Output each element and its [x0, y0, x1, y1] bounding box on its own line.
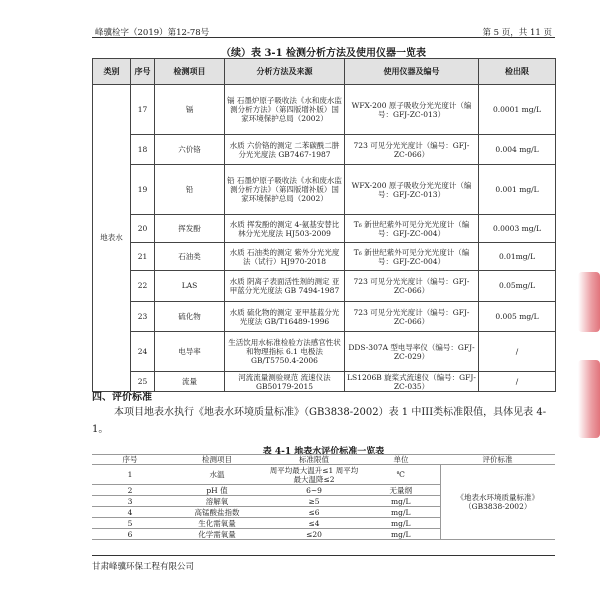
row-limit: ≤6 [266, 507, 362, 518]
table-row [93, 85, 556, 135]
col-item: 检测项目 [168, 455, 266, 465]
row-instrument: WFX-200 原子吸收分光光度计（编号：GFJ-ZC-013） [345, 165, 479, 215]
col-standard: 评价标准 [440, 455, 555, 465]
row-no: 1 [92, 465, 168, 485]
col-instrument: 使用仪器及编号 [345, 59, 479, 85]
row-method: 水质 六价铬的测定 二苯碳酰二肼分光光度法 GB7467-1987 [225, 135, 345, 165]
row-method: 镉 石墨炉原子吸收法《水和废水监测分析方法》（第四版增补版）国家环境保护总局（2002） [225, 85, 345, 135]
company-footer: 甘肃峰骥环保工程有限公司 [92, 562, 195, 572]
row-no: 6 [92, 529, 168, 540]
row-item: 硫化物 [155, 302, 225, 332]
row-limit: 6~9 [266, 485, 362, 496]
table2-title: 表 4-1 地表水评价标准一览表 [262, 447, 385, 457]
row-method: 水质 挥发酚的测定 4-氨基安替比林分光光度法 HJ503-2009 [225, 215, 345, 243]
row-no: 17 [131, 85, 155, 135]
row-no: 19 [131, 165, 155, 215]
row-limit: 0.0003 mg/L [479, 215, 556, 243]
table2-header-row [92, 455, 555, 465]
row-method: 生活饮用水标准检验方法感官性状和物理指标 6.1 电极法 GB/T5750.4-2006 [225, 332, 345, 372]
header-rule [92, 37, 555, 38]
row-no: 21 [131, 243, 155, 271]
row-instrument: T₆ 新世纪紫外可见分光光度计（编号：GFJ-ZC-004） [345, 215, 479, 243]
col-limit: 检出限 [479, 59, 556, 85]
col-item: 检测项目 [155, 59, 225, 85]
row-limit: ≤20 [266, 529, 362, 540]
row-instrument: DDS-307A 型电导率仪（编号：GFJ-ZC-029） [345, 332, 479, 372]
row-item: 化学需氧量 [168, 529, 266, 540]
row-no: 2 [92, 485, 168, 496]
row-unit: mg/L [362, 507, 440, 518]
row-limit: 0.01mg/L [479, 243, 556, 271]
row-item: 高锰酸盐指数 [168, 507, 266, 518]
table-row [93, 332, 556, 372]
col-method: 分析方法及来源 [225, 59, 345, 85]
row-item: 电导率 [155, 332, 225, 372]
table-row [93, 215, 556, 243]
row-no: 4 [92, 507, 168, 518]
page-info: 第 5 页，共 11 页 [482, 28, 552, 38]
row-instrument: 723 可见分光光度计（编号：GFJ-ZC-066） [345, 135, 479, 165]
row-item: 挥发酚 [155, 215, 225, 243]
col-no: 序号 [92, 455, 168, 465]
row-method: 水质 阴离子表面活性剂的测定 亚甲蓝分光光度法 GB 7494-1987 [225, 271, 345, 302]
methods-table [92, 58, 556, 392]
row-no: 5 [92, 518, 168, 529]
seal-stamp-fragment [578, 272, 600, 332]
row-instrument: WFX-200 原子吸收分光光度计（编号：GFJ-ZC-013） [345, 85, 479, 135]
row-item: 水温 [168, 465, 266, 485]
table-row [93, 165, 556, 215]
row-instrument: T₆ 新世纪紫外可见分光光度计（编号：GFJ-ZC-004） [345, 243, 479, 271]
col-limit: 标准限值 [266, 455, 362, 465]
section-heading: 四、评价标准 [92, 392, 152, 403]
table1-header-row [93, 59, 556, 85]
table-row [93, 135, 556, 165]
table-row [93, 302, 556, 332]
doc-number: 峰骥检字（2019）第12-78号 [95, 28, 210, 38]
col-category: 类别 [93, 59, 131, 85]
row-item: pH 值 [168, 485, 266, 496]
row-unit: mg/L [362, 496, 440, 507]
row-limit: ≤4 [266, 518, 362, 529]
row-unit: 无量纲 [362, 485, 440, 496]
row-item: 生化需氧量 [168, 518, 266, 529]
row-item: LAS [155, 271, 225, 302]
row-limit: ≥5 [266, 496, 362, 507]
row-item: 镉 [155, 85, 225, 135]
row-limit: 0.001 mg/L [479, 165, 556, 215]
row-unit: ℃ [362, 465, 440, 485]
footer-rule [92, 555, 555, 556]
row-limit: / [479, 372, 556, 392]
table-row [93, 243, 556, 271]
standards-table [92, 454, 555, 540]
col-no: 序号 [131, 59, 155, 85]
row-unit: mg/L [362, 518, 440, 529]
row-method: 水质 石油类的测定 紫外分光光度法（试行）HJ970-2018 [225, 243, 345, 271]
row-no: 23 [131, 302, 155, 332]
row-item: 六价铬 [155, 135, 225, 165]
row-item: 流量 [155, 372, 225, 392]
row-item: 溶解氧 [168, 496, 266, 507]
row-instrument: 723 可见分光光度计（编号：GFJ-ZC-066） [345, 271, 479, 302]
row-limit: 0.004 mg/L [479, 135, 556, 165]
row-method: 水质 硫化物的测定 亚甲基蓝分光光度法 GB/T16489-1996 [225, 302, 345, 332]
table1-title: （续）表 3-1 检测分析方法及使用仪器一览表 [220, 48, 427, 59]
row-no: 22 [131, 271, 155, 302]
table-row [93, 372, 556, 392]
section-paragraph [92, 404, 555, 438]
row-limit: 0.005 mg/L [479, 302, 556, 332]
row-no: 20 [131, 215, 155, 243]
row-item: 铅 [155, 165, 225, 215]
row-instrument: 723 可见分光光度计（编号：GFJ-ZC-066） [345, 302, 479, 332]
row-limit: 0.0001 mg/L [479, 85, 556, 135]
row-no: 18 [131, 135, 155, 165]
row-limit: 周平均最大温升≤1 周平均最大温降≤2 [266, 465, 362, 485]
standard-cell: 《地表水环境质量标准》（GB3838-2002） [440, 465, 555, 540]
row-limit: / [479, 332, 556, 372]
row-limit: 0.05mg/L [479, 271, 556, 302]
row-no: 24 [131, 332, 155, 372]
row-no: 3 [92, 496, 168, 507]
table-row [93, 271, 556, 302]
seal-stamp-fragment [578, 360, 600, 438]
category-cell: 地表水 [93, 85, 131, 392]
row-item: 石油类 [155, 243, 225, 271]
paragraph-text: 本项目地表水执行《地表水环境质量标准》（GB3838-2002）表 1 中III类标准限值，具体见表 4-1。 [92, 407, 547, 435]
row-no: 25 [131, 372, 155, 392]
row-method: 铅 石墨炉原子吸收法《水和废水监测分析方法》（第四版增补版）国家环境保护总局（2002） [225, 165, 345, 215]
row-unit: mg/L [362, 529, 440, 540]
row-method: 河流流量测验规范 流速仪法 GB50179-2015 [225, 372, 345, 392]
table-row [92, 465, 555, 485]
page-header [95, 22, 552, 38]
row-instrument: LS1206B 旋桨式流速仪（编号：GFJ-ZC-035） [345, 372, 479, 392]
col-unit: 单位 [362, 455, 440, 465]
